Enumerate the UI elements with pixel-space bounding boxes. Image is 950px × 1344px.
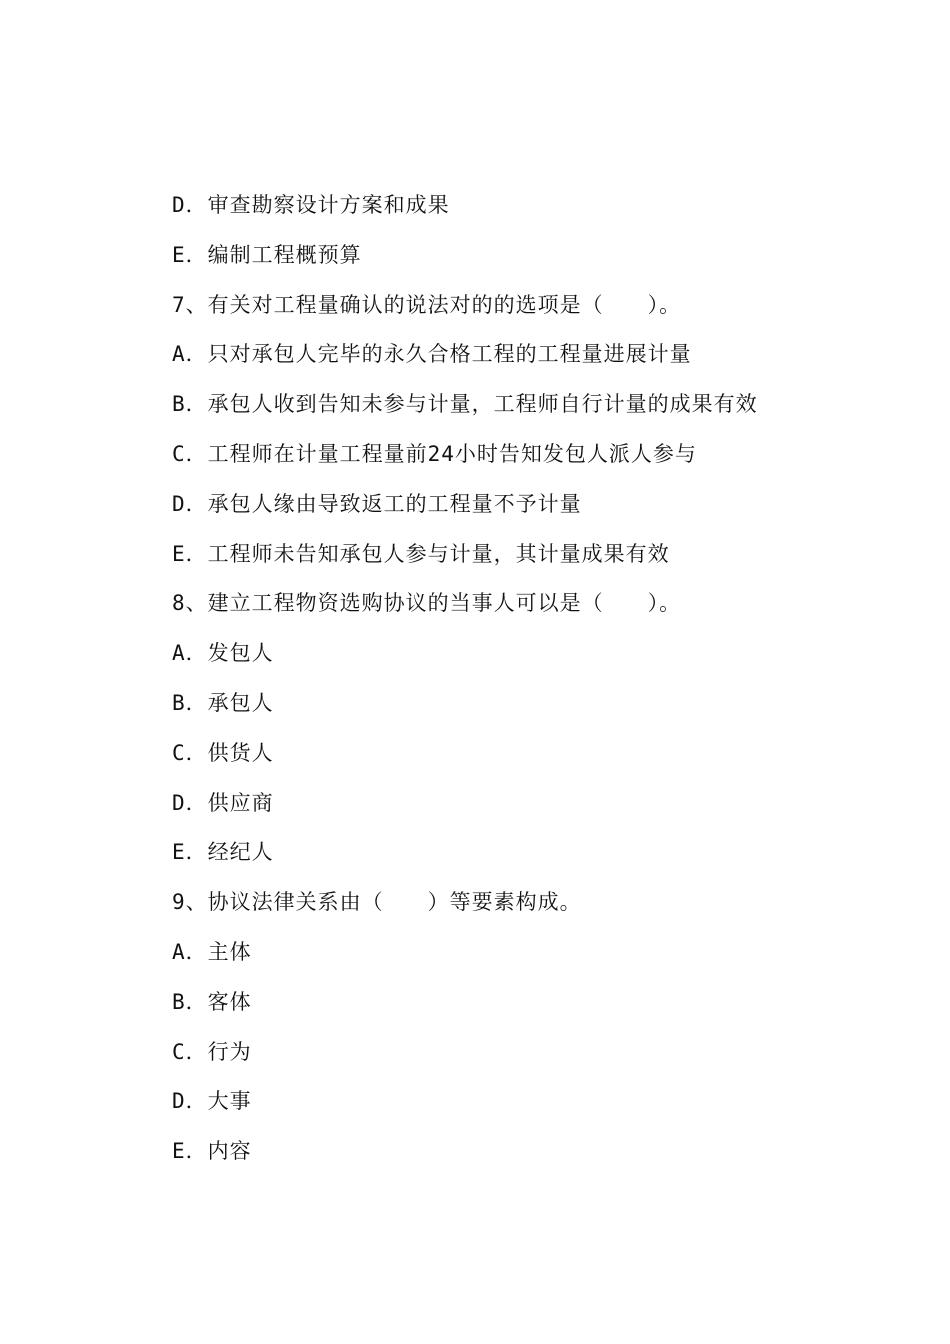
q8-option-b: B．承包人	[172, 690, 274, 715]
q7-option-c: C．工程师在计量工程量前24小时告知发包人派人参与	[172, 441, 697, 466]
q8-option-e: E．经纪人	[172, 840, 274, 865]
q9-option-c: C．行为	[172, 1039, 252, 1064]
q9-option-d: D．大事	[172, 1089, 252, 1114]
q9-option-e: E．内容	[172, 1139, 252, 1164]
question-7-stem: 7、有关对工程量确认的说法对的的选项是（ ）。	[172, 292, 682, 317]
q7-option-d: D．承包人缘由导致返工的工程量不予计量	[172, 491, 582, 516]
q6-option-d: D．审查勘察设计方案和成果	[172, 193, 450, 217]
q6-option-e: E．编制工程概预算	[172, 242, 362, 267]
question-list	[172, 187, 872, 1183]
question-8-stem: 8、建立工程物资选购协议的当事人可以是（ ）。	[172, 591, 682, 616]
q9-option-b: B．客体	[172, 989, 252, 1014]
q8-option-c: C．供货人	[172, 740, 274, 765]
q8-option-a: A．发包人	[172, 641, 274, 666]
question-9-stem: 9、协议法律关系由（ ）等要素构成。	[172, 890, 582, 915]
q7-option-a: A．只对承包人完毕的永久合格工程的工程量进展计量	[172, 342, 692, 367]
q7-option-e: E．工程师未告知承包人参与计量，其计量成果有效	[172, 541, 670, 566]
q9-option-a: A．主体	[172, 939, 252, 964]
q8-option-d: D．供应商	[172, 790, 274, 815]
q7-option-b: B．承包人收到告知未参与计量，工程师自行计量的成果有效	[172, 392, 758, 417]
